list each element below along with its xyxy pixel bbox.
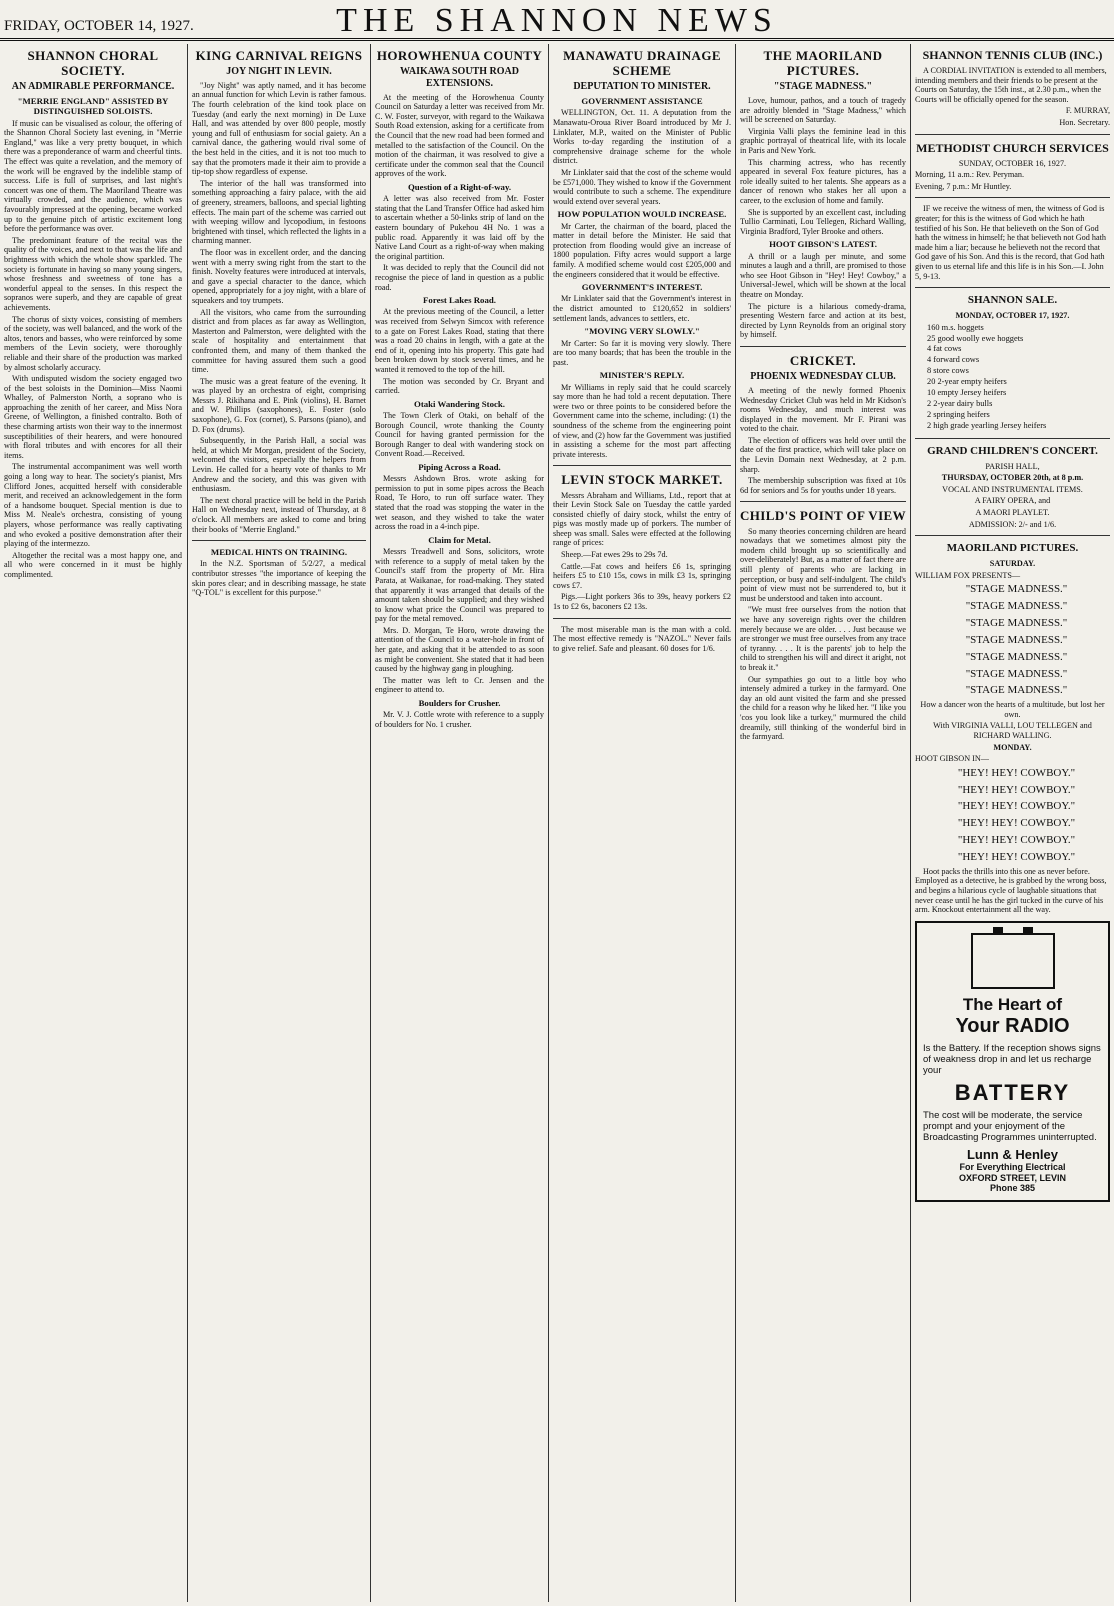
article-title: SHANNON CHORAL SOCIETY.: [27, 48, 159, 79]
battery-icon: [971, 933, 1055, 989]
list-item: 2 high grade yearling Jersey heifers: [927, 420, 1047, 430]
pictures-cast: With VIRGINIA VALLI, LOU TELLEGEN and RICHARD WALLING.: [933, 721, 1092, 740]
paragraph: The interior of the hall was transformed into something approaching a fairy palace, with the aid of greenery, streamers, balloons, and special lighting effects. The main part of the scheme was carried out with weeping willow and lycopodium, in festoons brightened with tinsel, which reflected the lights in a charming manner.: [192, 178, 366, 246]
article-deck: "MERRIE ENGLAND" ASSISTED BY DISTINGUISHED SOLOISTS.: [17, 96, 169, 117]
paragraph: Sheep.—Fat ewes 29s to 29s 7d.: [561, 550, 668, 560]
divider: [915, 535, 1110, 536]
section-title: Forest Lakes Road.: [423, 295, 496, 306]
column-choral-society: [4, 44, 182, 1602]
article-title: CHILD'S POINT OF VIEW: [740, 508, 906, 524]
tennis-club-notice: A CORDIAL INVITATION is extended to all members, intending members and their friends to be present at the Courts on Saturday, the 15th inst., at 2.30 p.m., when the Courts will be officially opened for the season.: [915, 66, 1107, 104]
column-rule: [735, 44, 736, 1602]
paragraph: Altogether the recital was a most happy one, and all who were concerned in it must be highly complimented.: [4, 550, 182, 579]
radio-battery-ad: [915, 921, 1110, 1202]
paragraph: The music was a great feature of the evening. It was played by an orchestra of eight, comprising Messrs J. Rikihana and E. Pink (violins), H. Barnet and W. Phillips (saxophones), E. Foster (solo saxophone), G. Fox (cornet), S. Parsons (piano), and D. Fox (drums).: [192, 376, 366, 434]
paragraph: Our sympathies go out to a little boy who intensely admired a turkey in the farmyard. One day an old aunt visited the farm and she pressed the child for a reason why he liked her. "I like you 'cos you look like a turkey," murmured the child dreamily, still thinking of the wonderful bird in the farmyard.: [740, 674, 906, 742]
section-title: MINISTER'S REPLY.: [599, 370, 685, 381]
section-title: Boulders for Crusher.: [418, 698, 501, 709]
section-title: HOOT GIBSON'S LATEST.: [769, 239, 877, 250]
article-title: KING CARNIVAL REIGNS: [195, 48, 363, 63]
paragraph: Messrs Treadwell and Sons, solicitors, wrote with reference to a supply of metal taken by the Council's staff from the property of Mr. Hira Parata, at Waikanae, for road-making. They stated that apparently it was arranged that details of the amount taken should be supplied; and they wished to know what price the Council was prepared to pay for the metal removed.: [375, 547, 544, 624]
cowboy-line: "HEY! HEY! COWBOY.": [957, 766, 1076, 779]
sale-list: [915, 323, 1110, 432]
list-item: 25 good woolly ewe hoggets: [927, 333, 1024, 343]
stage-madness-line: "STAGE MADNESS.": [965, 650, 1068, 663]
paragraph: In the N.Z. Sportsman of 5/2/27, a medical contributor stresses "the importance of keeping the skin pores clear; and in describing massage, he state "Q-TOL" is excellent for this purpose.": [192, 559, 366, 598]
paragraph: At the meeting of the Horowhenua County Council on Saturday a letter was received from Mr. C. W. Foster, surveyor, with regard to the Waikawa South Road extension, asking for a certificate from the Council that the new road had been formed and metalled to the satisfaction of the Council. On the motion of the chairman, it was resolved to give a certificate under the common seal that the Council approves of the work.: [375, 92, 544, 179]
article-title: HOROWHENUA COUNTY: [376, 48, 543, 63]
paragraph: The motion was seconded by Cr. Bryant and carried.: [375, 376, 544, 396]
paragraph: The predominant feature of the recital was the quality of the voices, and next to that was the life and brightness with which the whole show sparkled. The society is fortunate in having so many young singers, whose freshness and sweetness of tone has a wonderful appeal to the senses. In this respect the sopranos were superb, and they are capable of great achievements.: [4, 235, 182, 312]
list-item: 2 2-year dairy bulls: [927, 399, 993, 409]
pictures-hoot: HOOT GIBSON IN—: [915, 754, 989, 764]
section-title: HOW POPULATION WOULD INCREASE.: [557, 209, 727, 220]
methodist-evening: Evening, 7 p.m.: Mr Huntley.: [915, 181, 1012, 191]
divider: [915, 287, 1110, 288]
methodist-date: SUNDAY, OCTOBER 16, 1927.: [958, 158, 1067, 168]
radio-body: The cost will be moderate, the service prompt and your enjoyment of the Broadcasting Programmes uninterrupted.: [923, 1109, 1097, 1143]
newspaper-title: THE SHANNON NEWS: [336, 2, 778, 39]
paragraph: Mr Linklater said that the Government's interest in the district amounted to £120,652 in soldiers' settlement lands, advances to settlers, etc.: [553, 294, 731, 323]
stage-madness-line: "STAGE MADNESS.": [965, 600, 1068, 613]
column-king-carnival: [192, 44, 366, 1602]
article-deck: GOVERNMENT ASSISTANCE: [581, 96, 703, 107]
column-manawatu-drainage: [553, 44, 731, 1602]
cowboy-line: "HEY! HEY! COWBOY.": [957, 800, 1076, 813]
column-maoriland-pictures: [740, 44, 906, 1602]
paragraph: So many theories concerning children are heard nowadays that we sometimes almost pity the modern child brought up so scientifically and over-deliberately! But, as a matter of fact there are still plenty of parents who are lacking in perception, or busy and self-indulgent. The child's point of view must not be surrendered to, but it must be understood and taken into account.: [740, 526, 906, 603]
battery-heading: BATTERY: [954, 1079, 1071, 1105]
column-rule: [370, 44, 371, 1602]
article-subtitle: PHOENIX WEDNESDAY CLUB.: [750, 371, 896, 383]
paragraph: A meeting of the newly formed Phoenix Wednesday Cricket Club was held in Mr Kidson's rooms Wednesday, and much interest was displayed in the movement. Mr F. Pirani was voted to the chair.: [740, 385, 906, 434]
cowboy-line: "HEY! HEY! COWBOY.": [957, 783, 1076, 796]
paragraph: Messrs Abraham and Williams, Ltd., report that at their Levin Stock Sale on Tuesday the cattle yarded consisted chiefly of dairy stock, whilst the entry of pigs was mostly made up of porkers. The number of sheep was small. Sales were effected at the following range of prices:: [553, 490, 731, 548]
paragraph: Mrs. D. Morgan, Te Horo, wrote drawing the attention of the Council to a water-hole in front of her gate, and asking that it be attended to as soon as might be convenient. She stated that it had been caused by the highway gang in ploughing.: [375, 625, 544, 674]
cowboy-line: "HEY! HEY! COWBOY.": [957, 834, 1076, 847]
paragraph: A thrill or a laugh per minute, and some minutes a laugh and a thrill, are promised to those who see Hoot Gibson in "Hey! Hey! Cowboy," a Universal-Jewel, which will be shown at the local theatre on Monday.: [740, 251, 906, 300]
article-subtitle: "STAGE MADNESS.": [773, 81, 873, 93]
paragraph: At the previous meeting of the Council, a letter was received from Selwyn Simcox with reference to a gate on Forest Lakes Road, stating that there was a road 20 chains in length, with a gate at the end of it, opening into his property. This gate had been broken down by stock several times, and he wanted it removed to the top of the hill.: [375, 307, 544, 374]
masthead: [0, 0, 1114, 41]
divider: [740, 346, 906, 347]
list-item: 8 store cows: [927, 366, 969, 376]
paragraph: Love, humour, pathos, and a touch of tragedy are adroitly blended in "Stage Madness," which will be screened on Saturday.: [740, 96, 906, 125]
divider: [740, 501, 906, 502]
paragraph: The membership subscription was fixed at 10s 6d for seniors and 5s for youths under 18 years.: [740, 476, 906, 495]
concert-line: A FAIRY OPERA, and: [974, 496, 1051, 506]
article-subtitle: DEPUTATION TO MINISTER.: [573, 81, 711, 93]
radio-body: Is the Battery. If the reception shows signs of weakness drop in and let us recharge your: [923, 1042, 1101, 1076]
paragraph: The floor was in excellent order, and the dancing went with a merry swing right from the start to the finish. Novelty features were introduced at intervals, and gave a special character to the dance, which opened, appropriately for a joy night, with a blare of squeakers and toy trumpets.: [192, 247, 366, 305]
section-title: Otaki Wandering Stock.: [413, 398, 505, 409]
article-title: MANAWATU DRAINAGE SCHEME: [563, 48, 721, 79]
list-item: 20 2-year empty heifers: [927, 377, 1007, 387]
sale-date: MONDAY, OCTOBER 17, 1927.: [955, 311, 1070, 321]
paragraph: The picture is a hilarious comedy-drama, presenting Western farce and action at its best, directed by Lynn Reynolds from an original story by himself.: [740, 301, 906, 340]
pictures-tagline: How a dancer won the hearts of a multitude, but lost her own.: [920, 700, 1105, 719]
divider: [553, 618, 731, 619]
paragraph: Mr. V. J. Cottle wrote with reference to a supply of boulders for No. 1 crusher.: [375, 710, 544, 729]
divider: [915, 197, 1110, 198]
paragraph: The Town Clerk of Otaki, on behalf of the Borough Council, wrote thanking the County Council for having granted permission for the Borough Ranger to deal with wandering stock on Convent Road.—Received.: [375, 411, 544, 459]
divider: [915, 438, 1110, 439]
firm-line: For Everything Electrical: [959, 1162, 1066, 1173]
section-title: "MOVING VERY SLOWLY.": [584, 326, 700, 337]
paragraph: All the visitors, who came from the surrounding district and from places as far away as Wellington, Masterton and Palmerston, were delighted with the scale of hospitality and entertainment that confronted them, and many of them thanked the committee for having assured them such a good time.: [192, 307, 366, 375]
stage-madness-line: "STAGE MADNESS.": [965, 684, 1068, 697]
firm-name: Lunn & Henley: [966, 1147, 1058, 1163]
list-item: 160 m.s. hoggets: [927, 322, 984, 332]
paragraph: It was decided to reply that the Council did not recognise the piece of land in question as a public road.: [375, 263, 544, 292]
divider: [915, 134, 1110, 135]
paragraph: "Joy Night" was aptly named, and it has become an annual function for which Levin is rather famous. The fourth celebration of the kind took place on Tuesday (and early the next morning) in De Luxe Hall, and was attended by over 800 people, mostly young and full of enthusiasm for social gaiety. An a carnival dance, the gathering would rival some of the best held in the cities, and it is not too much to say that the promoters made it their aim to provide a tip-top show regardless of expense.: [192, 80, 366, 177]
paragraph: The next choral practice will be held in the Parish Hall on Wednesday next, instead of Thursday, at 8 o'clock. All members are asked to come and bring their books of "Merrie England.": [192, 495, 366, 534]
cowboy-line: "HEY! HEY! COWBOY.": [957, 817, 1076, 830]
concert-venue: PARISH HALL,: [985, 461, 1040, 471]
pictures-monday: MONDAY.: [993, 742, 1032, 752]
concert-line: A MAORI PLAYLET.: [975, 508, 1050, 518]
article-title: LEVIN STOCK MARKET.: [561, 472, 723, 488]
list-item: 4 forward cows: [927, 355, 980, 365]
paragraph: The election of officers was held over until the date of the first practice, which will take place on the Levin Domain next Wednesday, at 2 p.m. sharp.: [740, 435, 906, 474]
paragraph: WELLINGTON, Oct. 11. A deputation from the Manawatu-Oroua River Board introduced by Mr J. Linklater, M.P., waited on the Minister of Public Works to-day regarding the institution of a comprehensive drainage scheme for the whole district.: [553, 108, 731, 166]
list-item: 4 fat cows: [927, 344, 962, 354]
stage-madness-line: "STAGE MADNESS.": [965, 633, 1068, 646]
stage-madness-line: "STAGE MADNESS.": [965, 583, 1068, 596]
article-title: CRICKET.: [789, 353, 857, 369]
issue-date: FRIDAY, OCTOBER 14, 1927.: [4, 18, 194, 34]
section-title: Claim for Metal.: [428, 534, 491, 545]
paragraph: Mr Linklater said that the cost of the scheme would be £571,000. They wished to know if the Government would contribute to such a scheme. The expenditure would extend over several years.: [553, 167, 731, 206]
paragraph: Mr Williams in reply said that he could scarcely say more than he had told a recent deputation. There were two or three points to be considered before the Government came into the scheme, including: (1) the soundness of the scheme from the engineering point of view, and (2) how far the Government was justified in assisting a scheme for the most part affecting private interests.: [553, 382, 731, 459]
paragraph: "We must free ourselves from the notion that we have any sovereign rights over the children merely because we are older. . . . Just because we are stronger we must free ourselves from any trace of tyranny. . . . It is the parents' job to help the child to strengthen his will and direct it aright, not to break it.": [740, 605, 906, 672]
list-item: 2 springing heifers: [927, 409, 990, 419]
scripture-notice: IF we receive the witness of men, the witness of God is greater; for this is the witness of God which he hath testified of his Son. He that believeth on the Son of God hath the witness in himself; he that believeth not God hath made him a liar; because he believeth not the record that God gave of his Son. And this is the record, that God hath given to us eternal life and this life is in his Son.—I. John 5, 9-13.: [915, 204, 1107, 281]
paragraph: This charming actress, who has recently appeared in several Fox feature pictures, has a role ideally suited to her talents. She appears as a dancer of renown who stakes her all upon a career, to the exclusion of home and family.: [740, 157, 906, 206]
stage-madness-line: "STAGE MADNESS.": [965, 616, 1068, 629]
column-rule: [187, 44, 188, 1602]
paragraph: With undisputed wisdom the society engaged two of the best soloists in the Dominion—Miss Naomi Whalley, of Palmerston North, a soprano who is approaching the zenith of her career, and Miss Nora Greene, of Wellington, a finished contralto. Both of these charming artists won their way to the innermost susceptibilities of their hearers, and were honoured with floral tributes and with encores for all their items.: [4, 374, 182, 460]
pictures-saturday: SATURDAY.: [989, 559, 1036, 569]
paragraph: Virginia Valli plays the feminine lead in this graphic portrayal of theatrical life, with its locale in Paris and New York.: [740, 126, 906, 156]
concert-line: VOCAL AND INSTRUMENTAL ITEMS.: [942, 484, 1083, 494]
tennis-signature: F. MURRAY,: [1065, 106, 1110, 116]
divider: [553, 465, 731, 466]
paragraph: The matter was left to Cr. Jensen and the engineer to attend to.: [375, 675, 544, 695]
concert-line: ADMISSION: 2/- and 1/6.: [968, 519, 1057, 529]
column-rule: [548, 44, 549, 1602]
radio-heading: The Heart of: [962, 995, 1063, 1015]
paragraph: Subsequently, in the Parish Hall, a social was held, at which Mr Morgan, president of the Society, welcomed the visitors, especially the helpers from Levin. He called for a hearty vote of thanks to Mr Andrew and the society, and this was given with enthusiasm.: [192, 436, 366, 494]
methodist-morning: Morning, 11 a.m.: Rev. Peryman.: [915, 170, 1024, 180]
column-horowhenua-county: [375, 44, 544, 1602]
paragraph: Cattle.—Fat cows and heifers £6 1s, springing heifers £5 to £10 15s, cows in milk £3 1s, springing cows £7.: [553, 561, 731, 590]
section-title: MEDICAL HINTS ON TRAINING.: [210, 547, 348, 558]
hoot-blurb: Hoot packs the thrills into this one as never before. Employed as a detective, he is grabbed by the wrong boss, and begins a hilarious cycle of laughable situations that never cease until he has the girl tucked in the curve of his arm. Knockout entertainment all the way.: [915, 866, 1107, 915]
column-advertisements: [915, 44, 1110, 1602]
paragraph: The instrumental accompaniment was well worth going a long way to hear. The society's pianist, Mrs Clifford Jones, acquitted herself with considerable merit, and received an acknowledgement in the form of a handsome bouquet. Special mention is due to Miss M. Neale's orchestra, consisting of young players, whose performance was really captivating and who evoked a positive demonstration after their playing of the intermezzo.: [4, 462, 182, 549]
article-subtitle: AN ADMIRABLE PERFORMANCE.: [11, 81, 175, 93]
pictures-presents: WILLIAM FOX PRESENTS—: [915, 570, 1021, 580]
list-item: 10 empty Jersey heifers: [927, 388, 1007, 398]
paragraph: The chorus of sixty voices, consisting of members of the society, was well balanced, and the work of the altos, tenors and basses, who were reinforced by some members of the Levin society, were thoroughly reliable and their share of the production was marked by almost scholarly accuracy.: [4, 314, 182, 372]
pictures-title: MAORILAND PICTURES.: [946, 542, 1079, 555]
column-rule: [910, 44, 911, 1602]
article-subtitle: WAIKAWA SOUTH ROAD EXTENSIONS.: [400, 66, 519, 89]
divider: [192, 540, 366, 541]
paragraph: If music can be visualised as colour, the offering of the Shannon Choral Society last evening, in "Merrie England," was like a very pretty bouquet, in which there was a preponderance of warm and cheerful tints. The effect was quite a revelation, and the memory of the work will be engraved by the indelible stamp of success. Life is full of surprises, and last night's concert was one of them. The Maoriland Theatre was virtually crowded, and the audience, which was favourably impressed at the opening, became worked up to the genuine pitch of artistic excitement long before the performance was over.: [4, 118, 182, 234]
methodist-title: METHODIST CHURCH SERVICES: [916, 140, 1109, 155]
section-title: Piping Across a Road.: [418, 462, 501, 473]
article-subtitle: JOY NIGHT IN LEVIN.: [226, 66, 332, 78]
tennis-club-title: SHANNON TENNIS CLUB (INC.): [922, 48, 1103, 62]
sale-title: SHANNON SALE.: [967, 294, 1058, 307]
concert-date: THURSDAY, OCTOBER 20th, at 8 p.m.: [941, 473, 1084, 483]
paragraph: She is supported by an excellent cast, including Tullio Carminati, Lou Tellegen, Richard Walling, Virginia Bradford, Tyler Brooke and others.: [740, 207, 906, 236]
article-title: THE MAORILAND PICTURES.: [763, 48, 883, 79]
paragraph: Mr Carter: So far it is moving very slowly. There are too many boards; that has been the trouble in the past.: [553, 338, 731, 367]
nazol-notice: The most miserable man is the man with a cold. The most effective remedy is "NAZOL." Never fails to give relief. Safe and pleasant. 60 doses for 1/6.: [553, 624, 731, 653]
tennis-signature-title: Hon. Secretary.: [1059, 118, 1110, 127]
concert-title: GRAND CHILDREN'S CONCERT.: [927, 444, 1098, 457]
paragraph: Messrs Ashdown Bros. wrote asking for permission to put in some pipes across the Beach Road, Te Horo, to run off surface water. They stated that the road was stopping the water in the wet season, and they wished to take the water across the road in a 4-inch pipe.: [375, 474, 544, 532]
paragraph: Pigs.—Light porkers 36s to 39s, heavy porkers £2 1s to £2 6s, baconers £2 13s.: [553, 592, 731, 612]
section-title: GOVERNMENT'S INTEREST.: [581, 282, 703, 293]
section-title: Question of a Right-of-way.: [407, 181, 512, 192]
paragraph: Mr Carter, the chairman of the board, placed the matter in detail before the Minister. He said that protection from flooding would give an increase of 1800 population. Fifty acres would support a large family. A modified scheme would cost £205,000 and the engineers considered that it would be effective.: [553, 221, 731, 279]
cowboy-line: "HEY! HEY! COWBOY.": [957, 850, 1076, 863]
firm-address: OXFORD STREET, LEVIN: [958, 1172, 1066, 1183]
firm-phone: Phone 385: [989, 1183, 1036, 1194]
paragraph: A letter was also received from Mr. Foster stating that the Land Transfer Office had asked him to ascertain whether a 50-links strip of land on the eastern boundary of Pukehou 4H No. 1 was a public road. Apparently it was laid off by the Native Land Court as a right-of-way when making the original partition.: [375, 194, 544, 261]
stage-madness-line: "STAGE MADNESS.": [965, 667, 1068, 680]
radio-heading-2: Your RADIO: [955, 1015, 1070, 1038]
